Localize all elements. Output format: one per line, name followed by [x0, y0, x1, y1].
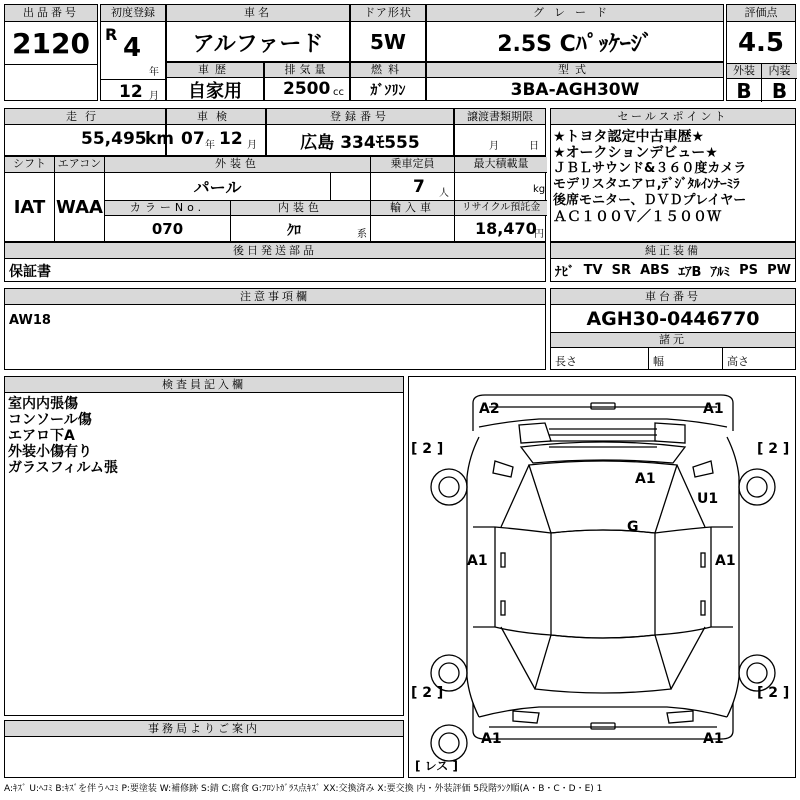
sales-points-list	[551, 125, 795, 225]
recycle-label: リサイクル預託金	[455, 201, 547, 216]
inspector-line: ガラスフィルム張	[8, 460, 118, 476]
equipment-section	[550, 242, 796, 282]
chassis-section	[550, 288, 796, 370]
door-value: 5W	[370, 30, 406, 54]
color-label: 外装色	[105, 157, 371, 173]
model-label: 型式	[427, 63, 723, 78]
mileage-label: 走行	[5, 109, 165, 125]
load-unit: kg	[533, 184, 546, 195]
equipment-label: 純正装備	[551, 243, 795, 259]
capacity-value: 7	[413, 177, 425, 197]
grade-value: 2.5S Cﾊﾟｯｹｰｼﾞ	[497, 31, 653, 57]
month-unit: 月	[149, 91, 159, 102]
first-reg-month: 12	[119, 82, 143, 102]
later-parts-label: 後日発送部品	[5, 243, 545, 259]
interior-value: B	[771, 78, 788, 103]
equipment-item: ｱﾙﾐ	[710, 265, 731, 280]
interior-color-value: ｸﾛ	[287, 223, 301, 239]
equipment-list	[551, 259, 795, 282]
exterior-label: 外装	[727, 64, 762, 79]
history-value: 自家用	[188, 80, 242, 102]
inspection-label: 車検	[167, 109, 265, 125]
mark-wheel-bl: [ 2 ]	[411, 685, 444, 701]
sales-points-label: セールスポイント	[551, 109, 795, 125]
equipment-item: ﾅﾋﾞ	[555, 265, 575, 280]
office-label: 事務局よりご案内	[5, 721, 403, 737]
score-section	[726, 4, 796, 101]
car-diagram	[408, 376, 796, 778]
interior-color-label: 内装色	[231, 201, 371, 216]
lot-label: 出品番号	[5, 5, 97, 22]
inspector-line: エアロ下A	[8, 428, 75, 444]
car-name-label: 車名	[167, 5, 349, 22]
score-label: 評価点	[727, 5, 795, 22]
grade-label: グレード	[427, 5, 723, 22]
fuel-value: ｶﾞｿﾘﾝ	[370, 82, 406, 99]
colorno-value: 070	[105, 216, 231, 241]
capacity-label: 乗車定員	[371, 157, 455, 173]
mark-windshield: G	[627, 519, 639, 535]
plate-label: 登録番号	[267, 109, 453, 125]
spec-table	[4, 156, 546, 242]
equipment-item: TV	[583, 263, 603, 278]
fuel-section	[350, 62, 426, 101]
first-registration-section	[100, 4, 166, 101]
interior-color-unit: 系	[357, 229, 367, 240]
interior-label: 内装	[762, 64, 797, 79]
recycle-unit: 円	[534, 229, 544, 240]
mark-hood: A1	[635, 471, 656, 487]
legend: A:ｷｽﾞ U:ﾍｺﾐ B:ｷｽﾞを伴うﾍｺﾐ P:要塗装 W:補修跡 S:錆 C:腐食 G:ﾌﾛﾝﾄｶﾞﾗｽ点ｷｽﾞ XX:交換済み X:要交換 内・外装評価 5段階ﾗﾝｸ順(A・B・C・D・E) 1	[4, 784, 603, 794]
inspector-line: 外装小傷有り	[8, 444, 92, 460]
exterior-value: B	[727, 79, 762, 102]
grade-section	[426, 4, 724, 62]
model-value: 3BA-AGH30W	[510, 79, 640, 100]
sales-point-line: モデリスタエアロ,ﾃﾞｼﾞﾀﾙｲﾝﾅｰﾐﾗ	[553, 177, 740, 192]
mark-front-right: A1	[703, 401, 724, 417]
later-parts-section	[4, 242, 546, 282]
mileage-value: 55,495	[81, 129, 147, 149]
mark-pillar-right: U1	[697, 491, 719, 507]
plate-section	[266, 108, 454, 156]
first-reg-year: 4	[123, 33, 142, 63]
inspection-section	[166, 108, 266, 156]
sales-point-line: ★トヨタ認定中古車歴★	[553, 129, 705, 145]
year-unit: 年	[149, 67, 159, 78]
equipment-item: SR	[611, 263, 631, 278]
load-label: 最大積載量	[455, 157, 547, 173]
transfer-section	[454, 108, 546, 156]
mark-front-left: A2	[479, 401, 500, 417]
first-reg-label: 初度登録	[101, 5, 165, 22]
era-value: R	[105, 25, 118, 44]
model-section	[426, 62, 724, 101]
sales-point-line: ＪＢＬサウンド&３６０度カメラ	[553, 161, 747, 176]
color-value: パール	[105, 173, 331, 201]
displacement-unit: cc	[333, 87, 344, 98]
transfer-month: 月	[489, 141, 499, 152]
colorno-label: カラーNo.	[105, 201, 231, 216]
sales-point-line: 後席モニター、ＤＶＤプレイヤー	[553, 193, 747, 208]
length-label: 長さ	[551, 348, 649, 370]
lot-value: 2120	[12, 26, 90, 60]
office-section	[4, 720, 404, 778]
mark-door-right: A1	[715, 553, 736, 569]
score-value: 4.5	[737, 28, 785, 58]
inspector-label: 検査員記入欄	[5, 377, 403, 393]
notes-value: AW18	[9, 313, 51, 328]
width-label: 幅	[649, 348, 723, 370]
transfer-label: 譲渡書類期限	[455, 109, 545, 125]
door-section	[350, 4, 426, 62]
fuel-label: 燃料	[351, 63, 425, 78]
mark-rear-left: A1	[481, 731, 502, 747]
aircon-label: エアコン	[55, 157, 105, 173]
inspection-month-unit: 月	[247, 140, 257, 151]
inspector-line: 室内内張傷	[8, 396, 78, 412]
inspector-list	[5, 393, 403, 476]
sales-points-section	[550, 108, 796, 242]
inspection-month: 12	[219, 129, 243, 149]
shift-value: IAT	[5, 173, 55, 241]
chassis-value: AGH30-0446770	[551, 305, 795, 333]
import-label: 輸入車	[371, 201, 455, 216]
mark-wheel-br: [ 2 ]	[757, 685, 790, 701]
shift-label: シフト	[5, 157, 55, 173]
car-outline	[409, 377, 797, 779]
inspector-section	[4, 376, 404, 716]
sales-point-line: ★オークションデビュー★	[553, 145, 718, 161]
mileage-section	[4, 108, 175, 156]
mark-door-left: A1	[467, 553, 488, 569]
transfer-day: 日	[529, 141, 539, 152]
aircon-value: WAA	[55, 173, 105, 241]
height-label: 高さ	[727, 355, 749, 368]
equipment-item: ABS	[640, 263, 670, 278]
sales-point-line: ＡＣ１００Ｖ／１５００Ｗ	[553, 209, 721, 225]
car-name-section	[166, 4, 350, 62]
mark-wheel-tl: [ 2 ]	[411, 441, 444, 457]
displacement-section	[264, 62, 350, 101]
plate-value: 広島 334ﾓ555	[300, 133, 420, 153]
history-section	[166, 62, 264, 101]
mileage-unit: km	[145, 129, 175, 149]
car-name-value: アルファード	[192, 31, 324, 57]
door-label: ドア形状	[351, 5, 425, 22]
mark-rear-right: A1	[703, 731, 724, 747]
capacity-unit: 人	[439, 188, 449, 199]
equipment-item: PW	[767, 263, 791, 278]
displacement-value: 2500	[283, 79, 331, 99]
recycle-value: 18,470	[475, 219, 537, 238]
equipment-item: ｴｱB	[678, 265, 702, 280]
notes-label: 注意事項欄	[5, 289, 545, 305]
chassis-label: 車台番号	[551, 289, 795, 305]
mark-spare: [ レス ]	[415, 759, 458, 773]
displacement-label: 排気量	[265, 63, 349, 78]
spec-label: 諸元	[551, 333, 795, 348]
later-parts-value: 保証書	[9, 263, 51, 280]
mark-wheel-tr: [ 2 ]	[757, 441, 790, 457]
lot-section	[4, 4, 98, 101]
inspector-line: コンソール傷	[8, 412, 92, 428]
inspection-year-unit: 年	[205, 140, 215, 151]
inspection-year: 07	[181, 129, 205, 149]
equipment-item: PS	[739, 263, 759, 278]
history-label: 車歴	[167, 63, 263, 78]
notes-section	[4, 288, 546, 370]
